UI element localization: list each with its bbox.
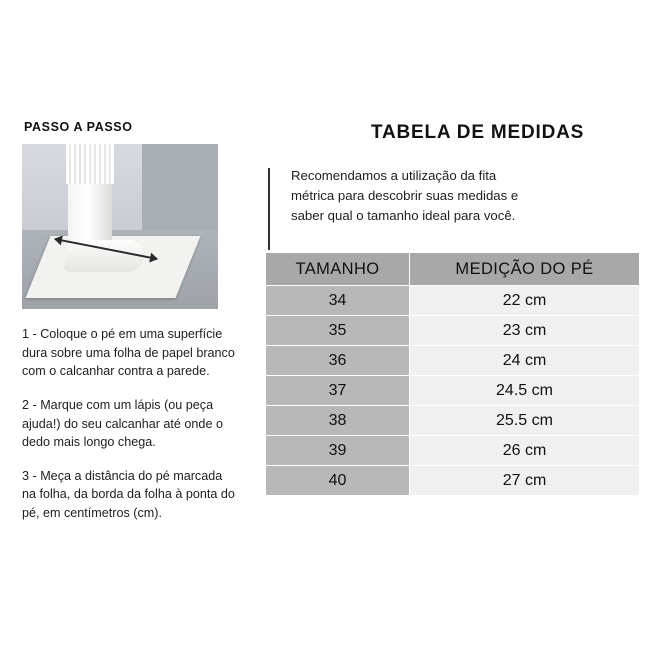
size-table-section bbox=[265, 122, 640, 496]
table-row bbox=[266, 316, 640, 346]
cell-size: 37 bbox=[266, 376, 410, 406]
photo-sock-cuff bbox=[66, 144, 114, 184]
size-table-head bbox=[266, 253, 640, 286]
table-row bbox=[266, 346, 640, 376]
table-row bbox=[266, 436, 640, 466]
photo-wall-right bbox=[142, 144, 218, 236]
step-item-3: 3 - Meça a distância do pé marcada na folha, da borda da folha à ponta do pé, em centímetros (cm). bbox=[22, 468, 235, 520]
step-by-step-section bbox=[22, 120, 237, 538]
foot-measurement-photo bbox=[22, 144, 218, 309]
table-header-row bbox=[266, 253, 640, 286]
cell-size: 40 bbox=[266, 466, 410, 496]
header-tamanho: TAMANHO bbox=[266, 253, 410, 286]
accent-bar bbox=[268, 168, 270, 250]
cell-size: 34 bbox=[266, 286, 410, 316]
cell-measure: 24.5 cm bbox=[410, 376, 640, 406]
table-row bbox=[266, 406, 640, 436]
cell-size: 39 bbox=[266, 436, 410, 466]
table-row bbox=[266, 466, 640, 496]
size-table-title: TABELA DE MEDIDAS bbox=[371, 122, 585, 143]
size-table-body bbox=[266, 286, 640, 496]
cell-measure: 23 cm bbox=[410, 316, 640, 346]
step-by-step-title: PASSO A PASSO bbox=[24, 120, 133, 134]
cell-measure: 24 cm bbox=[410, 346, 640, 376]
cell-size: 38 bbox=[266, 406, 410, 436]
recommendation-block bbox=[268, 166, 640, 226]
cell-measure: 27 cm bbox=[410, 466, 640, 496]
header-medicao: MEDIÇÃO DO PÉ bbox=[410, 253, 640, 286]
cell-size: 35 bbox=[266, 316, 410, 346]
size-table bbox=[265, 252, 640, 496]
table-row bbox=[266, 376, 640, 406]
cell-size: 36 bbox=[266, 346, 410, 376]
step-item-2: 2 - Marque com um lápis (ou peça ajuda!) do seu calcanhar até onde o dedo mais longo chega. bbox=[22, 397, 223, 450]
cell-measure: 25.5 cm bbox=[410, 406, 640, 436]
photo-foot bbox=[62, 240, 148, 272]
cell-measure: 26 cm bbox=[410, 436, 640, 466]
table-row bbox=[266, 286, 640, 316]
cell-measure: 22 cm bbox=[410, 286, 640, 316]
recommendation-text: Recomendamos a utilização da fita métrica para descobrir suas medidas e saber qual o tamanho ideal para você. bbox=[291, 168, 519, 224]
steps-list bbox=[22, 325, 237, 523]
step-item-1: 1 - Coloque o pé em uma superfície dura sobre uma folha de papel branco com o calcanhar contra a parede. bbox=[22, 327, 235, 379]
